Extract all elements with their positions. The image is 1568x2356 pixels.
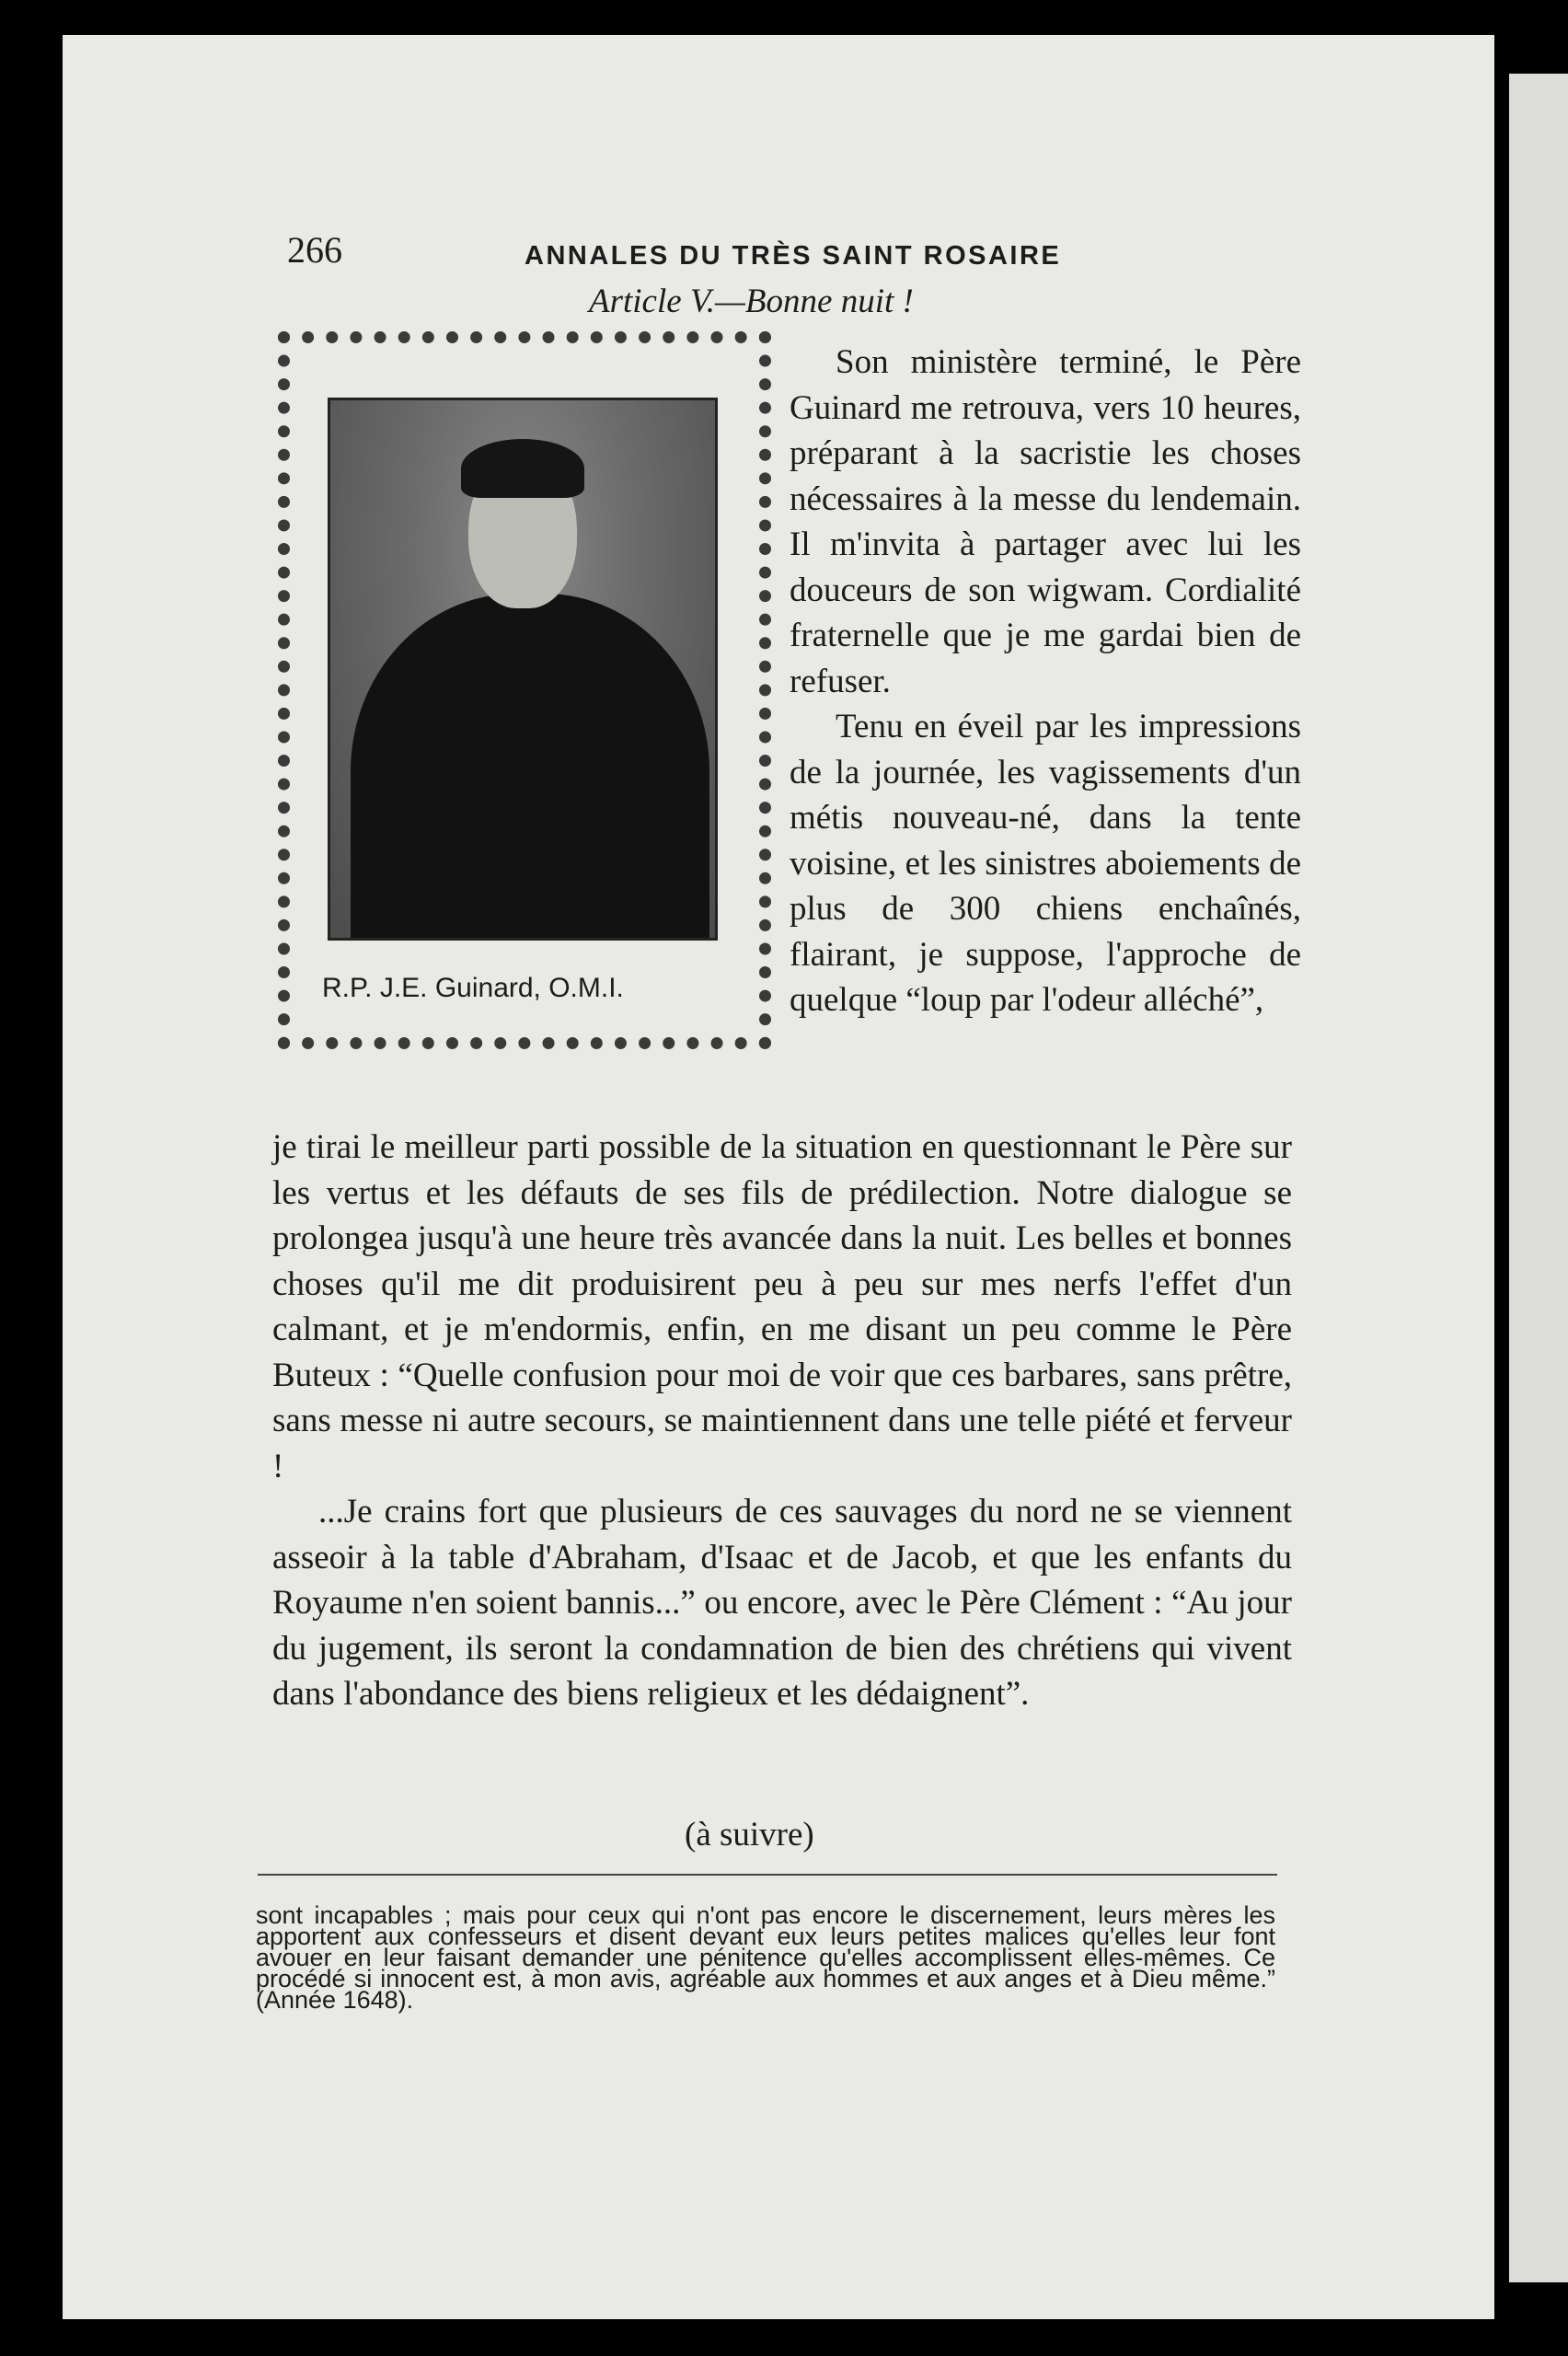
running-title: ANNALES DU TRÈS SAINT ROSAIRE (525, 241, 1062, 271)
portrait-body (351, 594, 709, 941)
article-title: Article V.—Bonne nuit ! (589, 283, 914, 320)
adjacent-page-edge (1509, 74, 1568, 2282)
text-column-beside-figure (790, 340, 1301, 1023)
page-number: 266 (287, 229, 342, 271)
to-be-continued: (à suivre) (685, 1816, 814, 1854)
paragraph-1: Son ministère terminé, le Père Guinard me retrouva, vers 10 heures, préparant à la sacristie les choses nécessaires à la messe du lendemain. Il m'invita à partager avec lui les douceurs de son wigwam. Cordialité fraternelle que je me gardai bien de refuser. (790, 343, 1301, 700)
paragraph-3: ...Je crains fort que plusieurs de ces sauvages du nord ne se viennent asseoir à la table d'Abraham, d'Isaac et de Jacob, et que les enfants du Royaume n'en soient bannis...” ou encore, avec le Père Clément : “Au jour du jugement, ils seront la condamnation de bien des chrétiens qui vivent dans l'abondance des biens religieux et les dédaignent”. (272, 1493, 1292, 1713)
paragraph-2-end: je tirai le meilleur parti possible de la situation en questionnant le Père sur les vertus et les défauts de ses fils de prédilection. Notre dialogue se prolongea jusqu'à une heure très avancée dans la nuit. Les belles et bonnes choses qu'il me dit produisirent peu à peu sur mes nerfs l'effet d'un calmant, et je m'endormis, enfin, en me disant un peu comme le Père Buteux : “Quelle confusion pour moi de voir que ces barbares, sans prêtre, sans messe ni autre secours, se maintiennent dans une telle piété et ferveur ! (272, 1128, 1292, 1485)
portrait-hair (461, 439, 584, 498)
portrait-photo (328, 398, 718, 941)
text-full-width (272, 1125, 1292, 1717)
footnote-divider (258, 1874, 1277, 1876)
figure-caption: R.P. J.E. Guinard, O.M.I. (322, 973, 624, 1003)
footnote: sont incapables ; mais pour ceux qui n'ont pas encore le discernement, leurs mères les apportent aux confesseurs et disent devant eux leurs petites malices qu'elles leur font avouer en leur faisant demander une pénitence qu'elles accomplissent elles-mêmes. Ce procédé si innocent est, à mon avis, agréable aux hommes et aux anges et à Dieu même.” (Année 1648). (256, 1901, 1275, 2014)
paragraph-2-start: Tenu en éveil par les impressions de la journée, les vagissements d'un métis nouveau-né, dans la tente voisine, et les sinistres aboiements de plus de 300 chiens enchaînés, flairant, je suppose, l'approche de quelque “loup par l'odeur alléché”, (790, 708, 1301, 1019)
